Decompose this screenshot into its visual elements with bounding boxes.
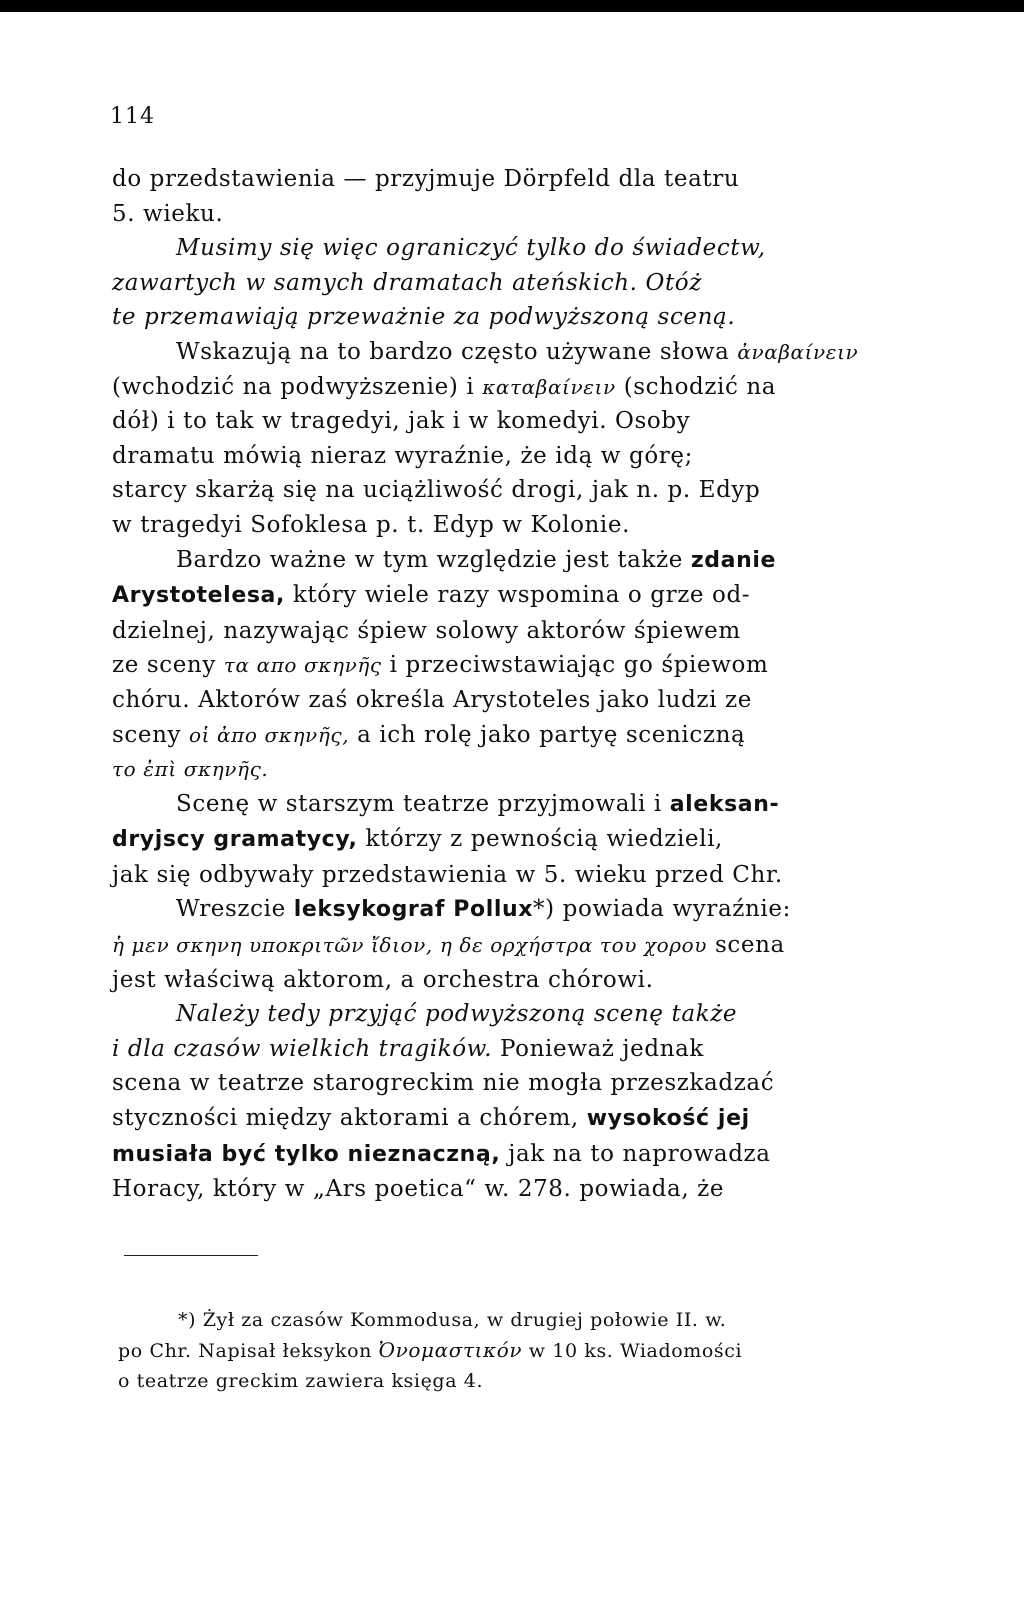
line-text: który wiele razy wspomina o grze od- xyxy=(284,582,751,609)
greek-word: καταβαίνειν xyxy=(482,374,616,399)
text-line xyxy=(112,787,894,823)
greek-word: τα απο σκηνῆς xyxy=(223,653,382,678)
footnote-line: o teatrze greckim zawiera księga 4. xyxy=(118,1370,484,1392)
text-line xyxy=(112,892,894,928)
text-line xyxy=(112,928,894,963)
text-line: zawartych w samych dramatach ateńskich. Otóż xyxy=(112,269,702,296)
text-line: dzielnej, nazywając śpiew solowy aktorów śpiewem xyxy=(112,617,741,644)
line-text: *) powiada wyraźnie: xyxy=(533,896,791,923)
bold-phrase: aleksan- xyxy=(669,791,780,817)
footnote-divider xyxy=(124,1255,258,1256)
text-line xyxy=(112,822,894,858)
text-line xyxy=(112,1101,894,1137)
footnote xyxy=(118,1305,908,1396)
text-line xyxy=(112,578,894,614)
bold-phrase: zdanie xyxy=(690,547,776,573)
text-line: Należy tedy przyjąć podwyższoną scenę także xyxy=(176,1001,738,1028)
line-text: (wchodzić na podwyższenie) i xyxy=(112,373,483,400)
line-text: (schodzić na xyxy=(615,373,777,400)
footnote-line xyxy=(118,1335,908,1366)
italic-phrase: i dla czasów wielkich tragików. xyxy=(112,1035,493,1062)
bold-phrase: Arystotelesa, xyxy=(112,583,285,609)
line-text: w 10 ks. Wiadomości xyxy=(522,1340,743,1362)
greek-word: οἱ ἀπο σκηνῆς, xyxy=(189,722,350,747)
text-line: dramatu mówią nieraz wyraźnie, że idą w górę; xyxy=(112,442,693,469)
text-line: chóru. Aktorów zaś określa Arystoteles jako ludzi ze xyxy=(112,686,752,713)
greek-word: ἡ μεν σκηνη υποκριτῶν ἴδιον, η δε ορχήστρα του χορου xyxy=(112,933,708,958)
line-text: Wreszcie xyxy=(176,896,294,923)
bold-phrase: musiała być tylko nieznaczną, xyxy=(112,1141,501,1167)
line-text: a ich rolę jako partyę sceniczną xyxy=(349,721,746,748)
text-line xyxy=(112,543,894,579)
bold-phrase: dryjscy gramatycy, xyxy=(112,827,358,853)
bold-phrase: wysokość jej xyxy=(586,1106,750,1132)
text-line xyxy=(112,1137,894,1173)
line-text: ze sceny xyxy=(112,652,224,679)
greek-word: ἀναβαίνειν xyxy=(737,339,859,364)
line-text: Wskazują na to bardzo często używane słowa xyxy=(176,338,738,365)
text-line: te przemawiają przeważnie za podwyższoną sceną. xyxy=(112,304,736,331)
bold-phrase: leksykograf Pollux xyxy=(293,897,534,923)
text-line: scena w teatrze starogreckim nie mogła przeszkadzać xyxy=(112,1070,775,1097)
text-line: do przedstawienia — przyjmuje Dörpfeld dla teatru xyxy=(112,166,740,192)
greek-word: το ἐπὶ σκηνῆς. xyxy=(112,757,269,782)
text-line xyxy=(112,335,894,370)
scan-edge xyxy=(0,0,1024,12)
line-text: jak na to naprowadza xyxy=(500,1140,771,1167)
line-text: Ponieważ jednak xyxy=(492,1035,704,1062)
line-text: scena xyxy=(707,932,785,959)
text-line: dół) i to tak w tragedyi, jak i w komedyi. Osoby xyxy=(112,408,691,435)
text-line: w tragedyi Sofoklesa p. t. Edyp w Kolonie. xyxy=(112,511,631,538)
text-line: jest właściwą aktorom, a orchestra chórowi. xyxy=(112,966,654,993)
text-line: Musimy się więc ograniczyć tylko do świadectw, xyxy=(176,235,766,262)
line-text: Bardzo ważne w tym względzie jest także xyxy=(176,546,691,573)
line-text: i przeciwstawiając go śpiewom xyxy=(381,652,769,679)
text-line xyxy=(112,752,894,787)
text-line xyxy=(112,718,894,753)
line-text: którzy z pewnością wiedzieli, xyxy=(357,826,723,853)
text-line xyxy=(112,648,894,683)
greek-word: Ὀνομαστικόν xyxy=(378,1338,523,1362)
text-line: jak się odbywały przedstawienia w 5. wieku przed Chr. xyxy=(112,861,783,888)
text-line: 5. wieku. xyxy=(112,200,224,227)
text-line xyxy=(112,1032,894,1067)
line-text: sceny xyxy=(112,721,190,748)
body-text xyxy=(112,162,894,1207)
line-text: styczności między aktorami a chórem, xyxy=(112,1105,587,1132)
text-line: Horacy, który w „Ars poetica“ w. 278. powiada, że xyxy=(112,1176,725,1203)
text-line xyxy=(112,370,894,405)
text-line: starcy skarżą się na uciążliwość drogi, jak n. p. Edyp xyxy=(112,477,761,504)
page-number: 114 xyxy=(110,104,155,129)
line-text: Scenę w starszym teatrze przyjmowali i xyxy=(176,790,670,817)
line-text: po Chr. Napisał łeksykon xyxy=(118,1340,379,1362)
footnote-line: *) Żył za czasów Kommodusa, w drugiej połowie II. w. xyxy=(178,1309,727,1331)
